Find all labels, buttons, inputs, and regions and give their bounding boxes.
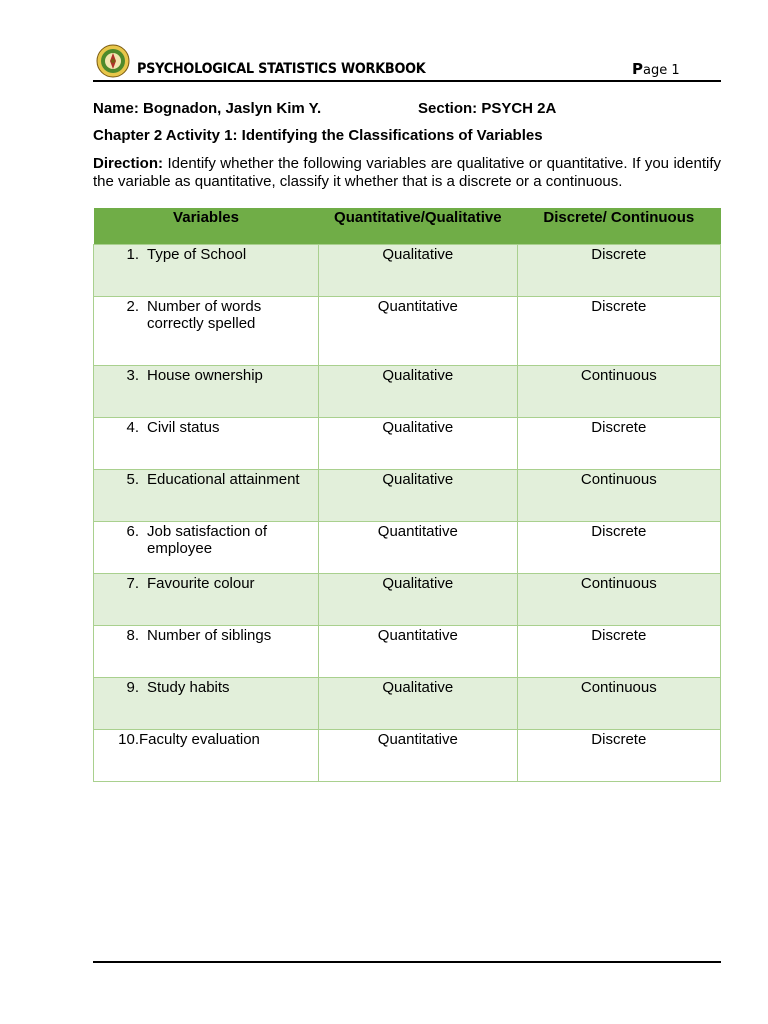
table-row xyxy=(94,418,721,470)
university-seal-icon xyxy=(96,44,130,78)
item-number: 4. xyxy=(126,419,139,436)
variable-cell xyxy=(94,522,319,574)
column-header-classification: Discrete/ Continuous xyxy=(517,208,720,245)
classification-cell: Discrete xyxy=(517,418,720,470)
variable-cell xyxy=(94,470,319,522)
table-row xyxy=(94,297,721,366)
table-header-row xyxy=(94,208,721,245)
footer-rule xyxy=(93,961,721,963)
column-header-type: Quantitative/Qualitative xyxy=(319,208,518,245)
page-number-rest: age 1 xyxy=(643,63,680,78)
item-number: 6. xyxy=(126,523,139,540)
type-cell: Quantitative xyxy=(319,297,518,366)
classification-cell: Continuous xyxy=(517,470,720,522)
table-row xyxy=(94,730,721,782)
type-cell: Qualitative xyxy=(319,366,518,418)
classification-cell: Continuous xyxy=(517,574,720,626)
classification-cell: Continuous xyxy=(517,678,720,730)
classification-cell: Discrete xyxy=(517,626,720,678)
variable-cell xyxy=(94,574,319,626)
student-info xyxy=(93,100,721,117)
variable-name: Civil status xyxy=(147,419,220,436)
variable-name: Faculty evaluation xyxy=(139,731,260,748)
direction-text: Identify whether the following variables are qualitative or quantitative. If you identify the variable as quantitative, classify it whether that is a discrete or a continuous. xyxy=(93,155,721,190)
type-cell: Qualitative xyxy=(319,574,518,626)
item-number: 7. xyxy=(126,575,139,592)
table-row xyxy=(94,678,721,730)
student-section: Section: PSYCH 2A xyxy=(418,100,557,117)
table-row xyxy=(94,366,721,418)
page-number xyxy=(632,60,680,78)
item-number: 9. xyxy=(126,679,139,696)
item-number: 1. xyxy=(126,246,139,263)
table-row xyxy=(94,245,721,297)
classification-cell: Discrete xyxy=(517,730,720,782)
classification-cell: Discrete xyxy=(517,245,720,297)
type-cell: Quantitative xyxy=(319,522,518,574)
table-row xyxy=(94,626,721,678)
direction-paragraph xyxy=(93,155,721,191)
variable-cell xyxy=(94,626,319,678)
type-cell: Qualitative xyxy=(319,678,518,730)
variable-cell xyxy=(94,418,319,470)
variable-cell xyxy=(94,245,319,297)
page-header xyxy=(93,44,721,82)
variables-table xyxy=(93,208,721,782)
variable-cell xyxy=(94,678,319,730)
direction-label: Direction: xyxy=(93,155,164,172)
type-cell: Quantitative xyxy=(319,626,518,678)
item-number: 2. xyxy=(126,298,139,315)
student-name: Name: Bognadon, Jaslyn Kim Y. xyxy=(93,100,322,117)
variable-name: Number of siblings xyxy=(147,627,272,644)
item-number: 10. xyxy=(118,731,139,748)
chapter-title: Chapter 2 Activity 1: Identifying the Classifications of Variables xyxy=(93,127,543,144)
item-number: 3. xyxy=(126,367,139,384)
variable-name: Number of words correctly spelled xyxy=(147,298,262,332)
type-cell: Qualitative xyxy=(319,245,518,297)
variable-name: Study habits xyxy=(147,679,230,696)
column-header-variables: Variables xyxy=(94,208,319,245)
type-cell: Qualitative xyxy=(319,418,518,470)
page-number-initial: P xyxy=(632,60,643,78)
table-row xyxy=(94,574,721,626)
table-row xyxy=(94,470,721,522)
variable-cell xyxy=(94,366,319,418)
workbook-title: PSYCHOLOGICAL STATISTICS WORKBOOK xyxy=(137,61,426,77)
variable-cell xyxy=(94,730,319,782)
item-number: 5. xyxy=(126,471,139,488)
variable-name: Favourite colour xyxy=(147,575,255,592)
table-row xyxy=(94,522,721,574)
variable-name: Educational attainment xyxy=(147,471,300,488)
type-cell: Qualitative xyxy=(319,470,518,522)
variable-cell xyxy=(94,297,319,366)
classification-cell: Continuous xyxy=(517,366,720,418)
variable-name: Job satisfaction of employee xyxy=(147,523,268,557)
classification-cell: Discrete xyxy=(517,522,720,574)
type-cell: Quantitative xyxy=(319,730,518,782)
variable-name: House ownership xyxy=(147,367,263,384)
variable-name: Type of School xyxy=(147,246,247,263)
item-number: 8. xyxy=(126,627,139,644)
classification-cell: Discrete xyxy=(517,297,720,366)
